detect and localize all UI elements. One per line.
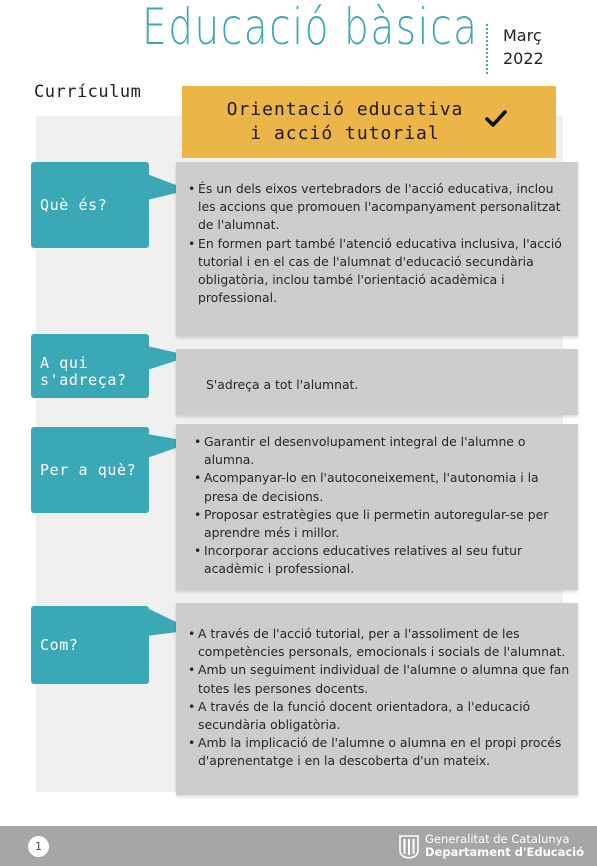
label-per-a-que: Per a què? — [31, 427, 149, 513]
document-date — [503, 24, 573, 70]
list-item: • A través de la funció docent orientadora, a l'educació secundària obligatòria. — [188, 698, 570, 734]
topic-title-line2: i acció tutorial — [250, 123, 440, 144]
list-item: • Incorporar accions educatives relatives al seu futur acadèmic i professional. — [194, 542, 568, 578]
label-que-es: Què és? — [31, 162, 149, 248]
list-item: • Garantir el desenvolupament integral de l'alumne o alumna. — [194, 433, 568, 469]
date-divider — [486, 24, 488, 74]
audience-text: S'adreça a tot l'alumnat. — [206, 377, 359, 392]
date-year: 2022 — [503, 49, 544, 68]
check-icon — [484, 106, 508, 130]
list-item: • Amb la implicació de l'alumne o alumna en el propi procés d'aprenentatge i en la descoberta d'un mateix. — [188, 734, 570, 770]
page-footer — [0, 826, 597, 866]
org-name: Generalitat de Catalunya — [425, 832, 570, 846]
page-number: 1 — [28, 836, 49, 857]
org-department: Departament d'Educació — [425, 845, 585, 859]
box-per-a-que — [176, 424, 578, 590]
topic-banner — [182, 86, 556, 158]
label-a-qui — [31, 334, 149, 398]
box-que-es — [176, 162, 578, 336]
list-item: • És un dels eixos vertebradors de l'acció educativa, inclou les accions que promouen l'acompanyament personalitzat de l'alumnat. — [188, 180, 566, 235]
list-item: • En formen part també l'atenció educativa inclusiva, l'acció tutorial i en el cas de l'alumnat d'educació secundària obligatòria, inclou també l'orientació acadèmica i professional. — [188, 235, 566, 308]
document-title: Educació bàsica — [142, 0, 479, 56]
list-item: • A través de l'acció tutorial, per a l'assoliment de les competències personals, emocionals i socials de l'alumnat. — [188, 625, 570, 661]
section-label: Currículum — [34, 82, 142, 102]
box-a-qui — [176, 349, 578, 415]
label-a-qui-line1: A qui — [40, 354, 89, 372]
date-month: Març — [503, 26, 542, 45]
label-a-qui-line2: s'adreça? — [40, 371, 127, 389]
gencat-stripes-icon — [399, 835, 419, 859]
box-com — [176, 603, 578, 795]
topic-title-line1: Orientació educativa — [226, 99, 464, 120]
label-com: Com? — [31, 606, 149, 684]
list-item: • Amb un seguiment individual de l'alumne o alumna que fan totes les persones docents. — [188, 661, 570, 697]
list-item: • Acompanyar-lo en l'autoconeixement, l'autonomia i la presa de decisions. — [194, 469, 568, 505]
list-item: • Proposar estratègies que li permetin autoregular-se per aprendre més i millor. — [194, 506, 568, 542]
topic-title — [200, 98, 490, 146]
